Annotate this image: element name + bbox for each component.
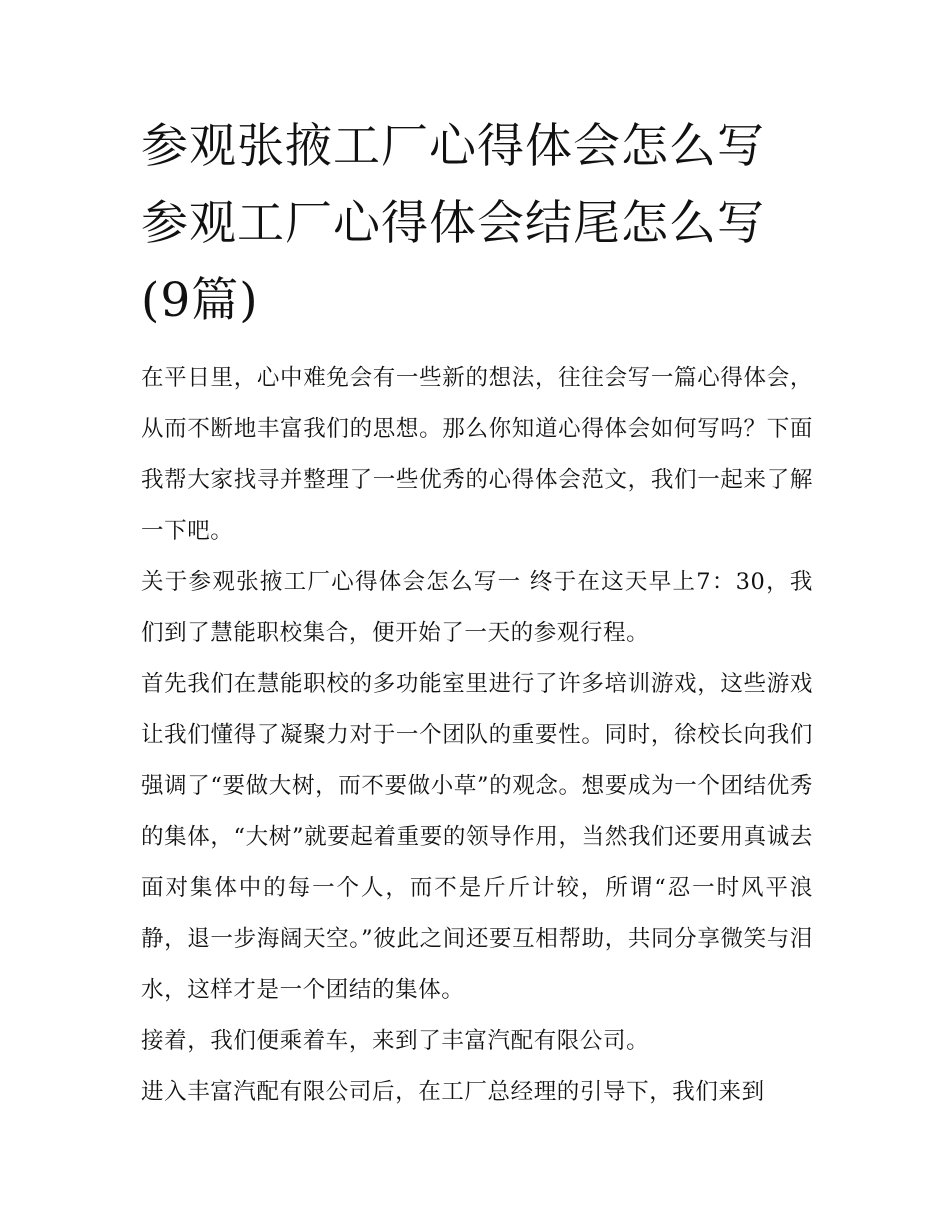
paragraph-3: 接着，我们便乘着车，来到了丰富汽配有限公司。: [141, 1028, 650, 1054]
paragraph-2: 首先我们在慧能职校的多功能室里进行了许多培训游戏，这些游戏让我们懂得了凝聚力对于一个团队的重要性。同时，徐校长向我们强调了“要做大树，而不要做小草”的观念。想要成为一个团结优秀的集体，“大树”就要起着重要的领导作用，当然我们还要用真诚去面对集体中的每一个人，而不是斤斤计较，所谓“忍一时风平浪静，退一步海阔天空。”彼此之间还要互相帮助，共同分享微笑与泪水，这样才是一个团结的集体。: [141, 671, 813, 1003]
paragraph-1: 关于参观张掖工厂心得体会怎么写一 终于在这天早上7：30，我们到了慧能职校集合，便开始了一天的参观行程。: [141, 569, 813, 646]
document-page: [141, 108, 813, 1118]
paragraph-intro: 在平日里，心中难免会有一些新的想法，往往会写一篇心得体会，从而不断地丰富我们的思想。那么你知道心得体会如何写吗？下面我帮大家找寻并整理了一些优秀的心得体会范文，我们一起来了解一下吧。: [141, 365, 813, 544]
document-body: [141, 353, 813, 1118]
paragraph-4: 进入丰富汽配有限公司后，在工厂总经理的引导下，我们来到: [141, 1079, 765, 1105]
document-title: 参观张掖工厂心得体会怎么写 参观工厂心得体会结尾怎么写 (9篇): [141, 119, 765, 328]
